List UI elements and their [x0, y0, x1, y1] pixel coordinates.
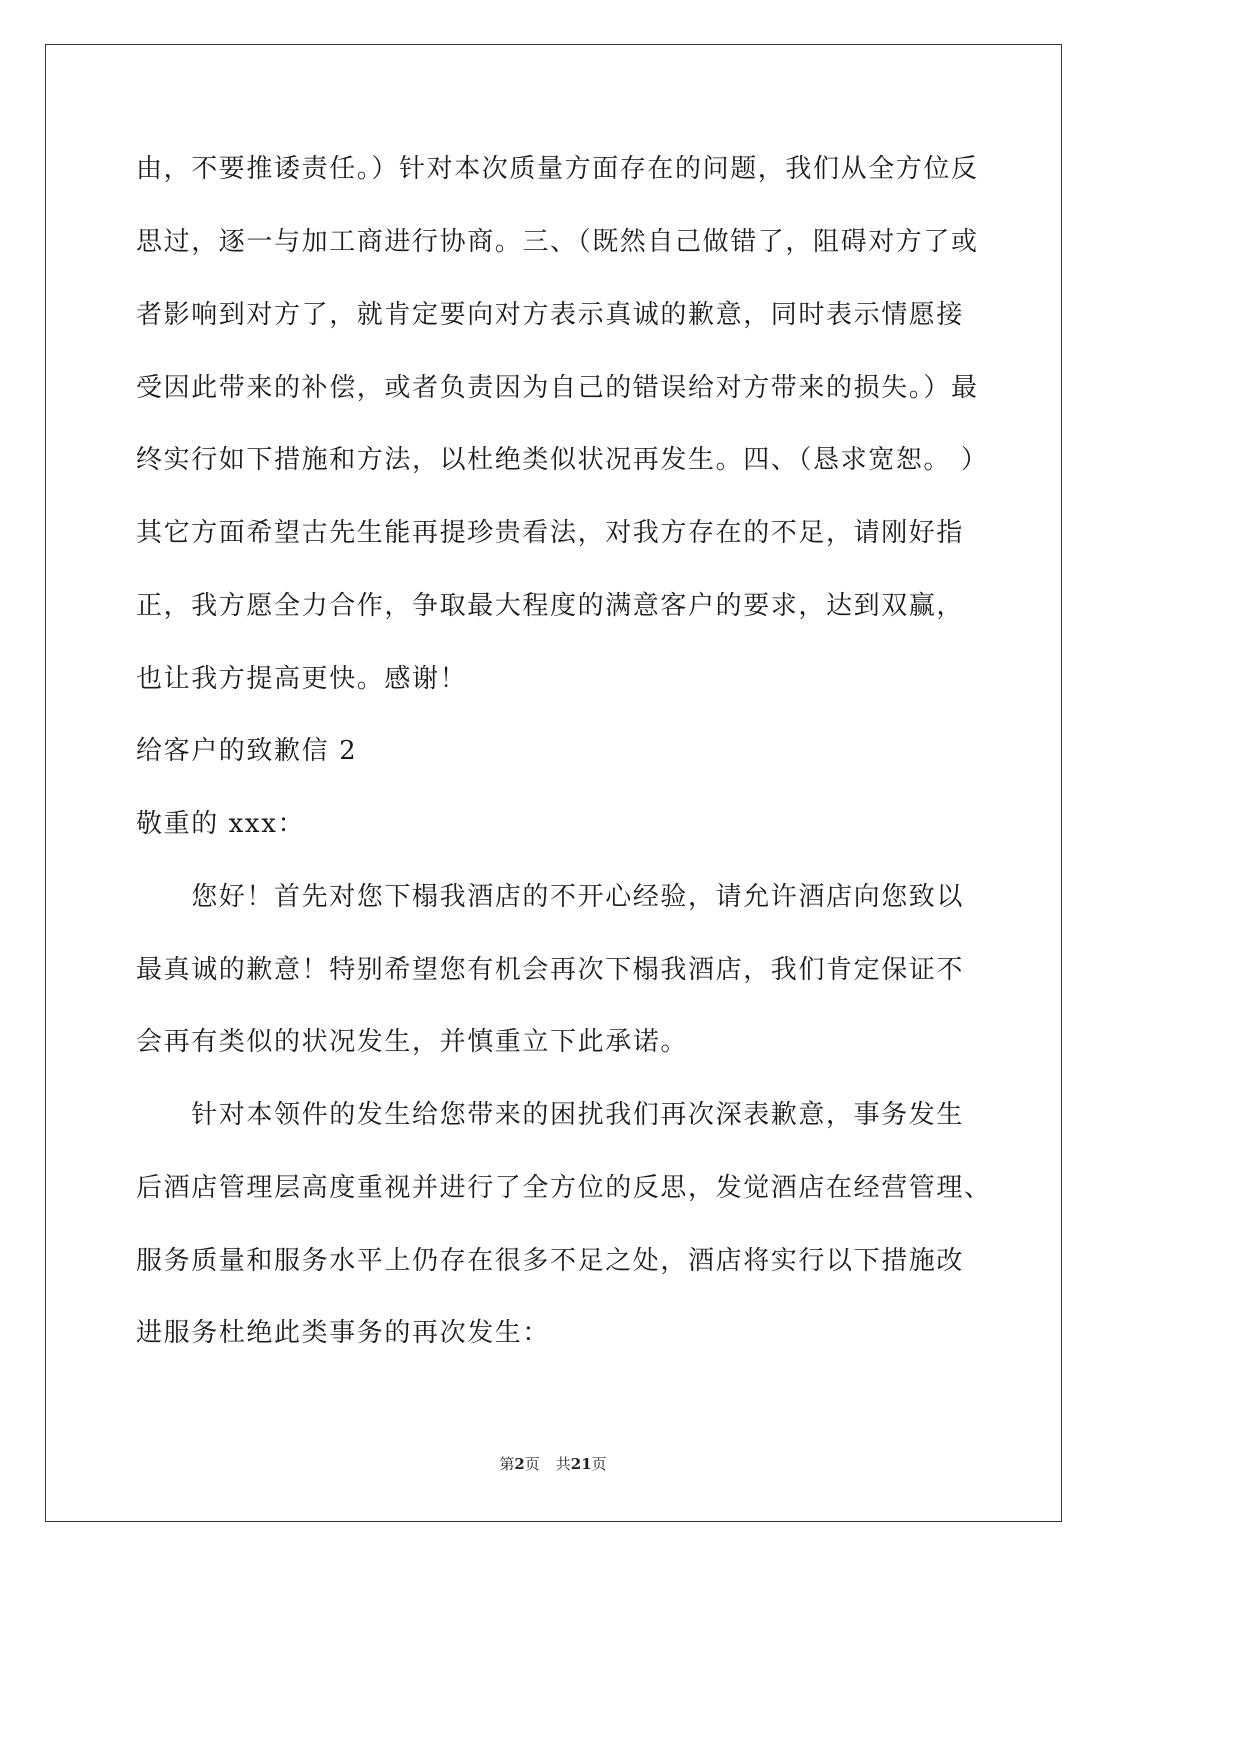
body-line: 进服务杜绝此类事务的再次发生： — [136, 1318, 551, 1348]
body-line: 针对本领件的发生给您带来的困扰我们再次深表歉意，事务发生 — [136, 1100, 965, 1130]
section-heading: 给客户的致歉信 2 — [136, 736, 358, 766]
body-line: 者影响到对方了，就肯定要向对方表示真诚的歉意，同时表示情愿接 — [136, 300, 965, 330]
body-line: 您好！首先对您下榻我酒店的不开心经验，请允许酒店向您致以 — [136, 882, 965, 912]
page-total: 21 — [570, 1455, 592, 1473]
page-number-suffix: 页 — [524, 1455, 540, 1473]
body-line: 后酒店管理层高度重视并进行了全方位的反思，发觉酒店在经营管理、 — [136, 1173, 992, 1203]
body-line: 正，我方愿全力合作，争取最大程度的满意客户的要求，达到双赢， — [136, 591, 965, 621]
body-line: 受因此带来的补偿，或者负责因为自己的错误给对方带来的损失。）最 — [136, 373, 979, 403]
body-line: 最真诚的歉意！特别希望您有机会再次下榻我酒店，我们肯定保证不 — [136, 955, 965, 985]
page-border — [45, 44, 1062, 1522]
page-number-prefix: 第 — [499, 1455, 515, 1473]
page-total-suffix: 页 — [591, 1455, 607, 1473]
page-number-current: 2 — [514, 1455, 525, 1473]
page-total-prefix: 共 — [555, 1455, 571, 1473]
body-line: 其它方面希望古先生能再提珍贵看法，对我方存在的不足，请刚好指 — [136, 518, 965, 548]
body-line: 服务质量和服务水平上仍存在很多不足之处，酒店将实行以下措施改 — [136, 1246, 965, 1276]
body-line: 会再有类似的状况发生，并慎重立下此承诺。 — [136, 1027, 689, 1057]
body-line: 终实行如下措施和方法，以杜绝类似状况再发生。四、（恳求宽恕。 ） — [136, 445, 989, 475]
body-line: 思过，逐一与加工商进行协商。三、（既然自己做错了，阻碍对方了或 — [136, 227, 979, 257]
page-footer — [0, 1454, 1106, 1474]
salutation: 敬重的 xxx： — [136, 809, 306, 839]
body-line: 由，不要推诿责任。）针对本次质量方面存在的问题，我们从全方位反 — [136, 154, 979, 184]
body-line: 也让我方提高更快。感谢！ — [136, 664, 468, 694]
